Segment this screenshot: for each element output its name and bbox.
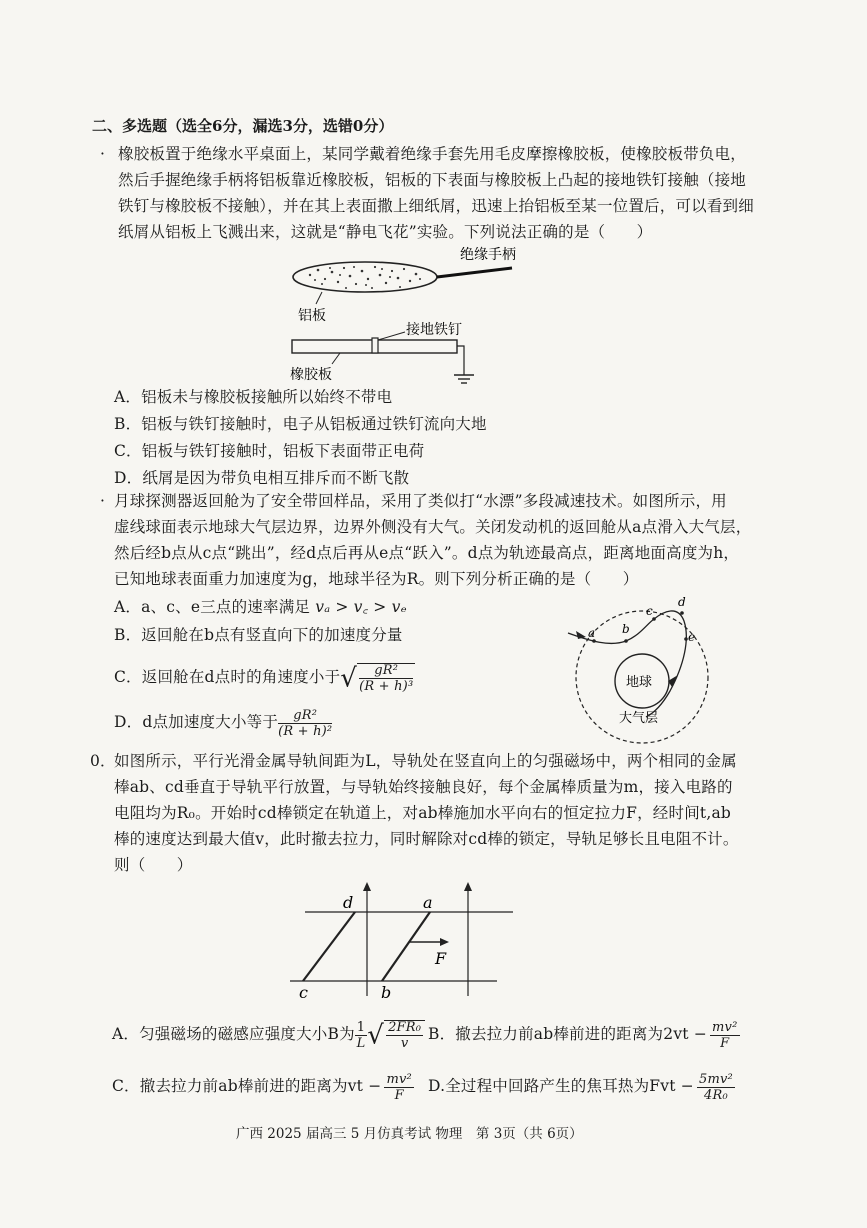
q9-option-d-text: D．d点加速度大小等于: [114, 713, 279, 732]
plate-label: 铝板: [298, 308, 326, 324]
insulated-handle: [437, 268, 512, 277]
q9-option-d: [114, 703, 332, 743]
point-b: [624, 639, 628, 643]
ground-wire: [457, 346, 464, 375]
page-footer: 广西 2025 届高三 5 月仿真考试 物理 第 3页（共 6页）: [236, 1126, 583, 1142]
point-c: [652, 617, 656, 621]
q10-d-frac: [697, 1073, 735, 1102]
q10-option-c-text: C．撤去拉力前ab棒前进的距离为vt −: [112, 1077, 382, 1096]
aluminum-plate-shape: [293, 262, 437, 292]
earth-label: 地球: [626, 675, 653, 690]
q10-d-den: 4R₀: [704, 1087, 728, 1103]
q8-figure: [280, 242, 530, 392]
q10-a-rad-den: v: [400, 1036, 409, 1051]
label-c: c: [646, 604, 653, 618]
label-d: d: [343, 893, 354, 912]
q10-b-num: mv²: [712, 1019, 738, 1035]
q9-d-numerator: gR²: [278, 709, 332, 724]
q10-line-2: 棒ab、cd垂直于导轨平行放置，与导轨始终接触良好，每个金属棒质量为m，接入电路的: [114, 778, 733, 796]
q9-option-a: [114, 600, 407, 616]
rubber-label: 橡胶板: [290, 367, 332, 383]
section-title: 二、多选题（选全6分，漏选3分，选错0分）: [92, 117, 394, 135]
q10-line-3: 电阻均为R₀。开始时cd棒锁定在轨道上，对ab棒施加水平向右的恒定拉力F，经时间t,ab: [114, 804, 732, 822]
handle-label: 绝缘手柄: [460, 247, 516, 263]
q9-line-4: 已知地球表面重力加速度为g，地球半径为R。则下列分析正确的是（ ）: [114, 570, 639, 588]
q8-line-4: 纸屑从铝板上飞溅出来，这就是“静电飞花”实验。下列说法正确的是（ ）: [118, 223, 653, 241]
atmosphere-label: 大气层: [619, 711, 659, 726]
q9-c-numerator: gR²: [359, 664, 413, 679]
q10-line-1: 如图所示，平行光滑金属导轨间距为L，导轨处在竖直向上的匀强磁场中，两个相同的金属: [114, 752, 737, 770]
q9-option-c-text: C．返回舱在d点时的角速度小于: [114, 668, 341, 687]
q9-figure: [560, 595, 720, 745]
q10-b-den: F: [720, 1035, 730, 1051]
q10-a-rad-num: 2FR₀: [388, 1020, 422, 1035]
q9-option-c: [114, 656, 415, 700]
q9-number: ·: [100, 492, 106, 510]
nail-label: 接地铁钉: [406, 322, 462, 338]
point-d: [680, 611, 684, 615]
nail-pointer: [378, 332, 405, 340]
label-b: b: [381, 983, 392, 1002]
q10-a-frac-num: 1: [356, 1019, 366, 1035]
q8-option-d: D．纸屑是因为带负电相互排斥而不断飞散: [114, 469, 410, 487]
label-e: e: [688, 630, 696, 644]
arrow-in-icon: [576, 631, 586, 639]
force-arrow-head-icon: [440, 938, 449, 946]
q10-b-frac: [710, 1021, 739, 1050]
label-c: c: [299, 983, 308, 1002]
rod-cd: [303, 912, 355, 981]
q8-number: ·: [100, 145, 106, 163]
sqrt-sign-icon: √: [367, 1020, 385, 1051]
field-arrow-2-icon: [464, 882, 472, 891]
q10-c-frac: [384, 1073, 413, 1102]
q10-option-a-text: A．匀强磁场的磁感应强度大小B为: [112, 1025, 355, 1044]
iron-nail: [372, 338, 378, 353]
q10-option-d-text: D.全过程中回路产生的焦耳热为Fvt −: [428, 1077, 694, 1096]
q10-option-d: [428, 1066, 735, 1108]
q8-line-2: 然后手握绝缘手柄将铝板靠近橡胶板，铝板的下表面与橡胶板上凸起的接地铁钉接触（接地: [118, 171, 747, 189]
q9-option-a-expr: vₐ > v꜀ > vₑ: [315, 598, 407, 616]
q10-a-frac: [355, 1021, 367, 1050]
q10-option-b-text: B．撤去拉力前ab棒前进的距离为2vt −: [428, 1025, 708, 1044]
label-a: a: [423, 893, 433, 912]
label-F: F: [435, 949, 447, 968]
q9-d-denominator: (R + h)²: [278, 723, 333, 739]
label-b: b: [622, 622, 630, 636]
q9-option-d-frac: [278, 709, 332, 738]
q9-line-2: 虚线球面表示地球大气层边界，边界外侧没有大气。关闭发动机的返回舱从a点滑入大气层，: [114, 518, 752, 536]
rubber-pointer: [332, 353, 340, 364]
q10-figure: [285, 878, 525, 1003]
q10-line-4: 棒的速度达到最大值v，此时撤去拉力，同时解除对cd棒的锁定，导轨足够长且电阻不计。: [114, 830, 739, 848]
q8-option-c: C．铝板与铁钉接触时，铝板下表面带正电荷: [114, 442, 425, 460]
q9-option-c-sqrt: [340, 663, 415, 693]
q8-line-3: 铁钉与橡胶板不接触），并在其上表面撒上细纸屑，迅速上抬铝板至某一位置后，可以看到细: [118, 197, 754, 215]
q10-a-sqrt: [367, 1020, 425, 1050]
q10-d-num: 5mv²: [698, 1071, 733, 1087]
q10-a-frac-den: L: [356, 1035, 366, 1051]
label-a: a: [588, 626, 596, 640]
q10-option-b: [428, 1014, 740, 1056]
q10-c-num: mv²: [386, 1071, 412, 1087]
paper-scraps: [309, 266, 421, 289]
rod-ab: [382, 912, 430, 981]
q10-c-den: F: [394, 1087, 404, 1103]
q8-option-a: A．铝板未与橡胶板接触所以始终不带电: [114, 388, 393, 406]
q9-c-denominator: (R + h)³: [359, 679, 414, 694]
label-d: d: [678, 595, 686, 609]
q10-number: 0．: [90, 752, 116, 770]
field-arrow-1-icon: [363, 882, 371, 891]
sqrt-sign-icon: √: [340, 663, 358, 694]
q10-option-a: [112, 1012, 425, 1058]
q10-option-c: [112, 1066, 414, 1108]
q8-line-1: 橡胶板置于绝缘水平桌面上，某同学戴着绝缘手套先用毛皮摩擦橡胶板，使橡胶板带负电，: [118, 145, 747, 163]
plate-pointer: [316, 292, 322, 304]
q10-line-5: 则（ ）: [114, 856, 193, 874]
q9-line-3: 然后经b点从c点“跳出”，经d点后再从e点“跃入”。d点为轨迹最高点，距离地面高度为h，: [114, 544, 740, 562]
q9-option-a-text: A．a、c、e三点的速率满足: [114, 598, 311, 616]
q9-line-1: 月球探测器返回舱为了安全带回样品，采用了类似打“水漂”多段减速技术。如图所示，用: [114, 492, 727, 510]
q9-option-b: B．返回舱在b点有竖直向下的加速度分量: [114, 626, 403, 644]
q8-option-b: B．铝板与铁钉接触时，电子从铝板通过铁钉流向大地: [114, 415, 487, 433]
